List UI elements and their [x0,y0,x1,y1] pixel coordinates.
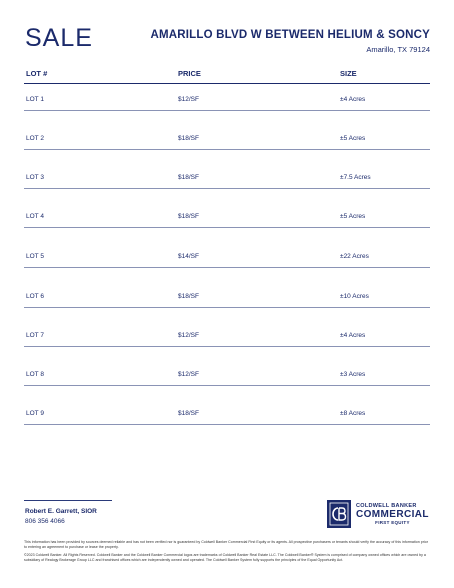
lot-cell: LOT 4 [26,213,44,220]
agent-name: Robert E. Garrett, SIOR [25,508,97,515]
row-divider [24,227,430,228]
sale-title: SALE [25,24,93,52]
table-row [24,213,430,253]
logo-line-3: FIRST EQUITY [375,520,410,525]
property-city: Amarillo, TX 79124 [366,45,430,54]
price-cell: $18/SF [178,174,199,181]
row-divider [24,307,430,308]
table-row [24,135,430,175]
lot-cell: LOT 8 [26,371,44,378]
row-divider [24,385,430,386]
size-cell: ±5 Acres [340,135,366,142]
row-divider [24,267,430,268]
price-cell: $12/SF [178,371,199,378]
table-row [24,410,430,450]
company-logo [327,500,429,528]
price-cell: $18/SF [178,135,199,142]
size-cell: ±4 Acres [340,332,366,339]
table-row [24,332,430,372]
table-row [24,293,430,333]
property-headline: AMARILLO BLVD W BETWEEN HELIUM & SONCY [150,29,430,41]
row-divider [24,188,430,189]
column-header-price: PRICE [178,69,201,78]
lot-cell: LOT 2 [26,135,44,142]
size-cell: ±8 Acres [340,410,366,417]
price-cell: $18/SF [178,213,199,220]
table-row [24,371,430,411]
price-cell: $18/SF [178,410,199,417]
agent-divider [24,500,112,501]
size-cell: ±4 Acres [340,96,366,103]
lot-cell: LOT 5 [26,253,44,260]
size-cell: ±10 Acres [340,293,369,300]
row-divider [24,424,430,425]
price-cell: $12/SF [178,332,199,339]
logo-wordmark [356,503,429,525]
header-divider [24,83,430,84]
lot-cell: LOT 6 [26,293,44,300]
row-divider [24,110,430,111]
lot-cell: LOT 7 [26,332,44,339]
row-divider [24,149,430,150]
lot-cell: LOT 9 [26,410,44,417]
column-header-lot: LOT # [26,69,48,78]
price-cell: $14/SF [178,253,199,260]
copyright-text: ©2023 Coldwell Banker. All Rights Reserved. Coldwell Banker and the Coldwell Banker Commercial logos are trademarks of Coldwell Banker Real Estate LLC. The Coldwell Banker® System is comprised of company owned offices which are owned by a subsidiary of Realogy Brokerage Group LLC and franchised offices which are independently owned and operated. The Coldwell Banker System fully supports the principles of the Equal Opportunity Act. [24,553,426,562]
size-cell: ±3 Acres [340,371,366,378]
price-cell: $12/SF [178,96,199,103]
column-header-size: SIZE [340,69,357,78]
table-row [24,96,430,136]
size-cell: ±22 Acres [340,253,369,260]
lot-cell: LOT 3 [26,174,44,181]
row-divider [24,346,430,347]
lot-cell: LOT 1 [26,96,44,103]
agent-phone[interactable]: 806 356 4066 [25,518,65,525]
price-cell: $18/SF [178,293,199,300]
table-row [24,174,430,214]
logo-line-2: COMMERCIAL [356,509,429,520]
size-cell: ±5 Acres [340,213,366,220]
table-row [24,253,430,293]
size-cell: ±7.5 Acres [340,174,371,181]
cb-logo-icon [327,500,351,528]
disclaimer-text: This information has been provided by sources deemed reliable and has not been verified nor is guaranteed by Coldwell Banker Commercial First Equity or its agents. All prospective purchasers or tenants should verify the accuracy of this information prior to entering an agreement to purchase or lease the property. [24,540,428,549]
logo-line-1: COLDWELL BANKER [356,503,417,509]
